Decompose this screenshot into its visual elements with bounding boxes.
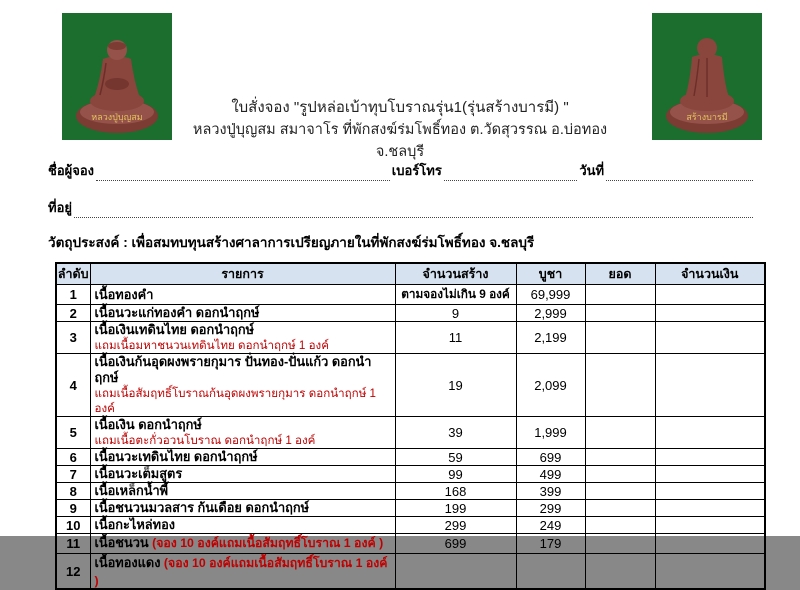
money-amount-cell [655, 554, 765, 590]
item-name: เนื้อเหล็กน้ำพี้ [94, 483, 169, 498]
item-cell [90, 500, 395, 517]
address-label: ที่อยู่ [48, 200, 72, 215]
header-row [56, 263, 765, 285]
price-cell: 2,099 [516, 354, 585, 417]
bonus-note: แถมเนื้อมหาชนวนเทดินไทย ดอกนำฤกษ์ 1 องค์ [94, 339, 329, 352]
quantity-made-cell: 59 [395, 449, 516, 466]
price-cell [516, 554, 585, 590]
header-amount: จำนวนเงิน [655, 263, 765, 285]
amount-ordered-cell [585, 500, 655, 517]
row-number-cell: 5 [56, 417, 90, 449]
amount-ordered-cell [585, 517, 655, 534]
price-cell: 499 [516, 466, 585, 483]
item-cell [90, 466, 395, 483]
amount-ordered-cell [585, 322, 655, 354]
item-cell [90, 517, 395, 534]
row-number-cell: 1 [56, 285, 90, 305]
name-fill-line [96, 167, 390, 181]
quantity-made-cell [395, 554, 516, 590]
phone-fill-line [444, 167, 578, 181]
table-row [56, 534, 765, 554]
table-row [56, 354, 765, 417]
price-cell: 1,999 [516, 417, 585, 449]
amulet-photo-front [62, 13, 172, 140]
quantity-made-cell: 11 [395, 322, 516, 354]
order-table [55, 262, 766, 590]
item-cell [90, 285, 395, 305]
money-amount-cell [655, 483, 765, 500]
item-name: เนื้อกะไหล่ทอง [94, 517, 176, 532]
item-cell [90, 534, 395, 554]
amount-ordered-cell [585, 466, 655, 483]
quantity-made-cell: 199 [395, 500, 516, 517]
money-amount-cell [655, 354, 765, 417]
item-cell [90, 483, 395, 500]
amount-ordered-cell [585, 417, 655, 449]
price-cell: 699 [516, 449, 585, 466]
purpose-statement [48, 231, 534, 253]
quantity-made-cell: 299 [395, 517, 516, 534]
date-fill-line [606, 167, 753, 181]
row-number-cell: 3 [56, 322, 90, 354]
item-cell [90, 322, 395, 354]
price-cell: 179 [516, 534, 585, 554]
amount-ordered-cell [585, 354, 655, 417]
table-row [56, 517, 765, 534]
table-row [56, 500, 765, 517]
row-number-cell: 7 [56, 466, 90, 483]
table-row [56, 483, 765, 500]
item-name: เนื้อเงิน ดอกนำฤกษ์ [94, 417, 202, 432]
quantity-made-cell: ตามจองไม่เกิน 9 องค์ [395, 285, 516, 305]
amount-ordered-cell [585, 554, 655, 590]
money-amount-cell [655, 322, 765, 354]
amulet-back-caption: สร้างบารมี [686, 112, 728, 122]
item-name: เนื้อทองแดง [94, 555, 161, 570]
amount-ordered-cell [585, 483, 655, 500]
item-cell [90, 554, 395, 590]
price-cell: 2,999 [516, 305, 585, 322]
title-line-1: ใบสั่งจอง "รูปหล่อเบ้าทุบโบราณรุ่น1(รุ่นสร้างบารมี) " [231, 99, 569, 116]
item-cell [90, 305, 395, 322]
row-number-cell: 9 [56, 500, 90, 517]
name-label: ชื่อผู้จอง [48, 163, 95, 178]
order-table-header [56, 263, 765, 285]
table-row [56, 554, 765, 590]
amount-ordered-cell [585, 534, 655, 554]
money-amount-cell [655, 305, 765, 322]
item-name: เนื้อนวะแก่ทองคำ ดอกนำฤกษ์ [94, 305, 260, 320]
item-cell [90, 417, 395, 449]
bonus-note: แถมเนื้อสัมฤทธิ์โบราณก้นอุดผงพรายกุมาร ดอกนำฤกษ์ 1 องค์ [94, 387, 377, 415]
row-number-cell: 6 [56, 449, 90, 466]
row-number-cell: 2 [56, 305, 90, 322]
money-amount-cell [655, 417, 765, 449]
quantity-made-cell: 19 [395, 354, 516, 417]
price-cell: 399 [516, 483, 585, 500]
amulet-photo-back [652, 13, 762, 140]
date-label: วันที่ [579, 163, 605, 178]
row-number-cell: 8 [56, 483, 90, 500]
header-ordered: ยอด [585, 263, 655, 285]
price-cell: 69,999 [516, 285, 585, 305]
amount-ordered-cell [585, 305, 655, 322]
table-row [56, 322, 765, 354]
purpose-text: เพื่อสมทบทุนสร้างศาลาการเปรียญภายในที่พักสงฆ์ร่มโพธิ์ทอง จ.ชลบุรี [131, 235, 535, 250]
quantity-made-cell: 699 [395, 534, 516, 554]
amulet-back-image [652, 13, 762, 140]
item-name: เนื้อนวะเต็มสูตร [94, 466, 183, 481]
money-amount-cell [655, 517, 765, 534]
header-quantity: จำนวนสร้าง [395, 263, 516, 285]
order-table-body [56, 285, 765, 590]
purpose-label: วัตถุประสงค์ : [48, 235, 128, 250]
row-number-cell: 4 [56, 354, 90, 417]
money-amount-cell [655, 534, 765, 554]
phone-label: เบอร์โทร [391, 163, 442, 178]
price-cell: 299 [516, 500, 585, 517]
document-title [180, 97, 620, 163]
item-name: เนื้อนวะเทดินไทย ดอกนำฤกษ์ [94, 449, 258, 464]
money-amount-cell [655, 500, 765, 517]
quantity-made-cell: 9 [395, 305, 516, 322]
row-number-cell: 12 [56, 554, 90, 590]
orderer-info-line [48, 160, 755, 181]
item-name: เนื้อเงินเทดินไทย ดอกนำฤกษ์ [94, 322, 255, 337]
money-amount-cell [655, 285, 765, 305]
bonus-note: แถมเนื้อตะกั่วอวนโบราณ ดอกนำฤกษ์ 1 องค์ [94, 434, 316, 447]
address-fill-line [74, 204, 753, 218]
quantity-made-cell: 168 [395, 483, 516, 500]
item-name: เนื้อทองคำ [94, 286, 154, 302]
title-line-2: หลวงปู่บุญสม สมาจาโร ที่พักสงฆ์ร่มโพธิ์ทอง ต.วัดสุวรรณ อ.บ่อทอง จ.ชลบุรี [192, 122, 608, 160]
item-name: เนื้อชนวนมวลสาร ก้นเดือย ดอกนำฤกษ์ [94, 500, 310, 515]
bonus-inline-note: (จอง 10 องค์แถมเนื้อสัมฤทธิ์โบราณ 1 องค์ ) [148, 536, 384, 550]
table-row [56, 417, 765, 449]
price-cell: 249 [516, 517, 585, 534]
address-line [48, 197, 755, 218]
amulet-front-caption: หลวงปู่บุญสม [91, 112, 143, 122]
item-name: เนื้อชนวน [94, 535, 149, 550]
amount-ordered-cell [585, 449, 655, 466]
item-name: เนื้อเงินก้นอุดผงพรายกุมาร ปั่นทอง-ปั่นแก้ว ดอกนำฤกษ์ [94, 354, 372, 385]
header-item: รายการ [90, 263, 395, 285]
table-row [56, 305, 765, 322]
quantity-made-cell: 39 [395, 417, 516, 449]
amulet-front-image [62, 13, 172, 140]
price-cell: 2,199 [516, 322, 585, 354]
table-row [56, 285, 765, 305]
item-cell [90, 354, 395, 417]
item-cell [90, 449, 395, 466]
row-number-cell: 11 [56, 534, 90, 554]
header-price: บูชา [516, 263, 585, 285]
quantity-made-cell: 99 [395, 466, 516, 483]
row-number-cell: 10 [56, 517, 90, 534]
amount-ordered-cell [585, 285, 655, 305]
header-index: ลำดับ [56, 263, 90, 285]
money-amount-cell [655, 449, 765, 466]
money-amount-cell [655, 466, 765, 483]
table-row [56, 449, 765, 466]
table-row [56, 466, 765, 483]
bonus-inline-note: (จอง 10 องค์แถมเนื้อสัมฤทธิ์โบราณ 1 องค์ ) [94, 556, 388, 588]
